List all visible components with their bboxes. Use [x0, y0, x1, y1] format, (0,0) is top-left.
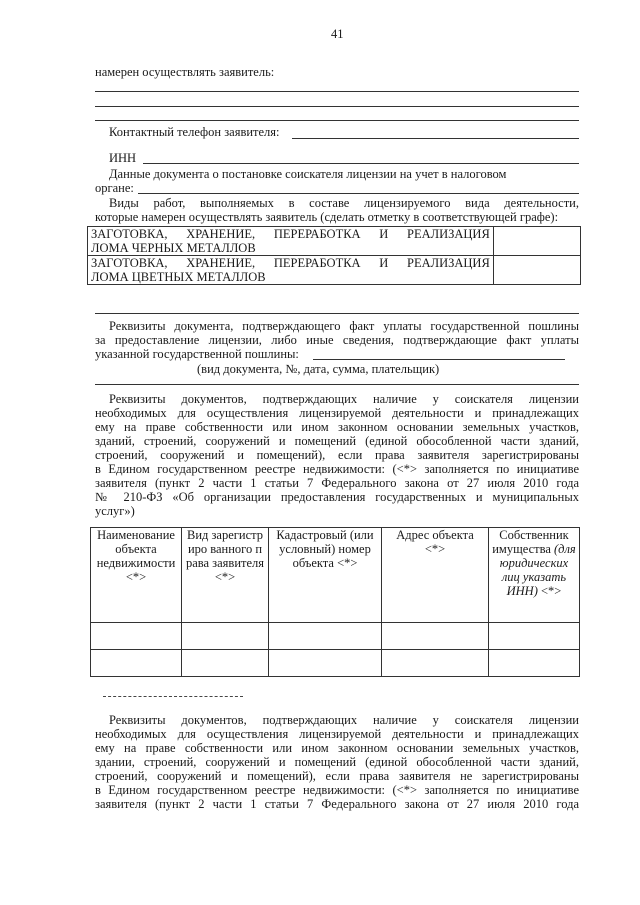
inn-field[interactable] — [143, 163, 579, 164]
footnote-separator — [103, 696, 243, 697]
header-cadastral-number: Кадастровый (или условный) номер объекта <*> — [269, 528, 382, 623]
fee-text: Реквизиты документа, подтверждающего факт уплаты государственной пошлины — [109, 319, 579, 333]
table-cell[interactable] — [182, 650, 269, 677]
table-cell[interactable] — [182, 623, 269, 650]
phone-label: Контактный телефон заявителя: — [109, 125, 280, 139]
tax-registration-text: органе: — [95, 181, 134, 195]
property-table — [90, 527, 580, 677]
phone-field[interactable] — [292, 138, 579, 139]
checkbox-cell[interactable] — [493, 256, 580, 285]
table-header-row — [91, 528, 580, 623]
table-row — [91, 623, 580, 650]
fee-text: за предоставление лицензии, либо иные сведения, подтверждающие факт уплаты — [95, 333, 579, 347]
table-cell[interactable] — [269, 650, 382, 677]
table-cell[interactable] — [269, 623, 382, 650]
table-row — [88, 227, 581, 256]
fee-field[interactable] — [313, 359, 565, 360]
tax-registration-field[interactable] — [138, 193, 579, 194]
intro-text: намерен осуществлять заявитель: — [95, 65, 275, 79]
blank-line[interactable] — [95, 120, 579, 121]
table-cell[interactable] — [91, 623, 182, 650]
header-address: Адрес объекта <*> — [382, 528, 489, 623]
header-right-type: Вид зарегистриро ванного права заявителя <*> — [182, 528, 269, 623]
header-owner: Собственник имущества (для юридических лиц указать ИНН) <*> — [489, 528, 580, 623]
work-type-cell: ЗАГОТОВКА, ХРАНЕНИЕ, ПЕРЕРАБОТКА И РЕАЛИЗАЦИЯ ЛОМА ЧЕРНЫХ МЕТАЛЛОВ — [88, 227, 494, 256]
fee-caption: (вид документа, №, дата, сумма, плательщик) — [197, 362, 440, 376]
fee-text: указанной государственной пошлины: — [95, 347, 299, 361]
tax-registration-text: Данные документа о постановке соискателя лицензии на учет в налоговом — [109, 167, 507, 181]
table-cell[interactable] — [489, 650, 580, 677]
table-cell[interactable] — [489, 623, 580, 650]
table-row — [91, 650, 580, 677]
document-page: 41 намерен осуществлять заявитель: Контактный телефон заявителя: ИНН Данные документа о постановке соискателя лицензии на учет в налоговом органе: Виды работ, выполняемых в составе лицензируемого вида деятельности, которые намерен осуществлять заявитель (сделать отметку в соответствующей графе): ЗАГОТОВКА, ХРАНЕНИЕ, ПЕРЕРАБОТКА И РЕАЛИЗАЦИЯ ЛОМА ЧЕРНЫХ МЕТАЛЛОВ ЗАГОТОВКА, ХРАНЕНИЕ, ПЕРЕРАБОТКА И РЕАЛИЗАЦИЯ ЛОМА ЦВЕТНЫХ МЕТАЛЛОВ Реквизиты документа, подтверждающего факт уплаты государственной пошлины за предоставление лицензии, либо иные сведения, подтверждающие факт уплаты указанной государственной пошлины: (вид документа, №, дата, сумма, плательщик) Реквизиты документов, подтверждающих наличие у соискателя лицензии необходимых для осуществления лицензируемой деятельности и принадлежащих ему на праве собственности или ином законном основании земельных участков, зданий, строений, сооружений и помещений (единой обособленной части зданий, строений, сооружений и помещений), если права заявителя зарегистрированы в Едином государственном реестре недвижимости: (<*> заполняется по инициативе заявителя (пункт 2 части 1 статьи 7 Федерального закона от 27 июля 2010 года № 210-ФЗ «Об организации предоставления государственных и муниципальных услуг») Наименование объекта недвижимости <*> Вид зарегистриро ванного права заявителя <*> Кадастровый (или условный) номер объекта <*> Адрес объекта <*> Собственник имущества (для юридических лиц указать ИНН) <*> Реквизиты документов, подтверждающих наличие у соискателя лицензии необходимых для осуществления лицензируемой деятельности и принадлежащих ему на праве собственности или ином законном основании земельных участков, здании, строений, сооружений и помещений (единой обособленной части зданий, строений, сооружений и помещений), если права заявителя не зарегистрированы в Едином государственном реестре недвижимости: (<*> заполняется по инициативе заявителя (пункт 2 части 1 статьи 7 Федерального закона от 27 июля 2010 года — [0, 0, 640, 905]
checkbox-cell[interactable] — [493, 227, 580, 256]
page-number: 41 — [331, 27, 344, 41]
blank-line[interactable] — [95, 106, 579, 107]
table-cell[interactable] — [91, 650, 182, 677]
blank-line[interactable] — [95, 384, 579, 385]
blank-line[interactable] — [95, 91, 579, 92]
header-object-name: Наименование объекта недвижимости <*> — [91, 528, 182, 623]
table-cell[interactable] — [382, 650, 489, 677]
blank-line[interactable] — [95, 313, 579, 314]
work-types-text: Виды работ, выполняемых в составе лицензируемого вида деятельности, — [109, 196, 579, 210]
work-type-cell: ЗАГОТОВКА, ХРАНЕНИЕ, ПЕРЕРАБОТКА И РЕАЛИЗАЦИЯ ЛОМА ЦВЕТНЫХ МЕТАЛЛОВ — [88, 256, 494, 285]
table-cell[interactable] — [382, 623, 489, 650]
table-row — [88, 256, 581, 285]
work-types-table — [87, 226, 581, 285]
inn-label: ИНН — [109, 151, 137, 165]
work-types-text: которые намерен осуществлять заявитель (сделать отметку в соответствующей графе): — [95, 210, 559, 224]
